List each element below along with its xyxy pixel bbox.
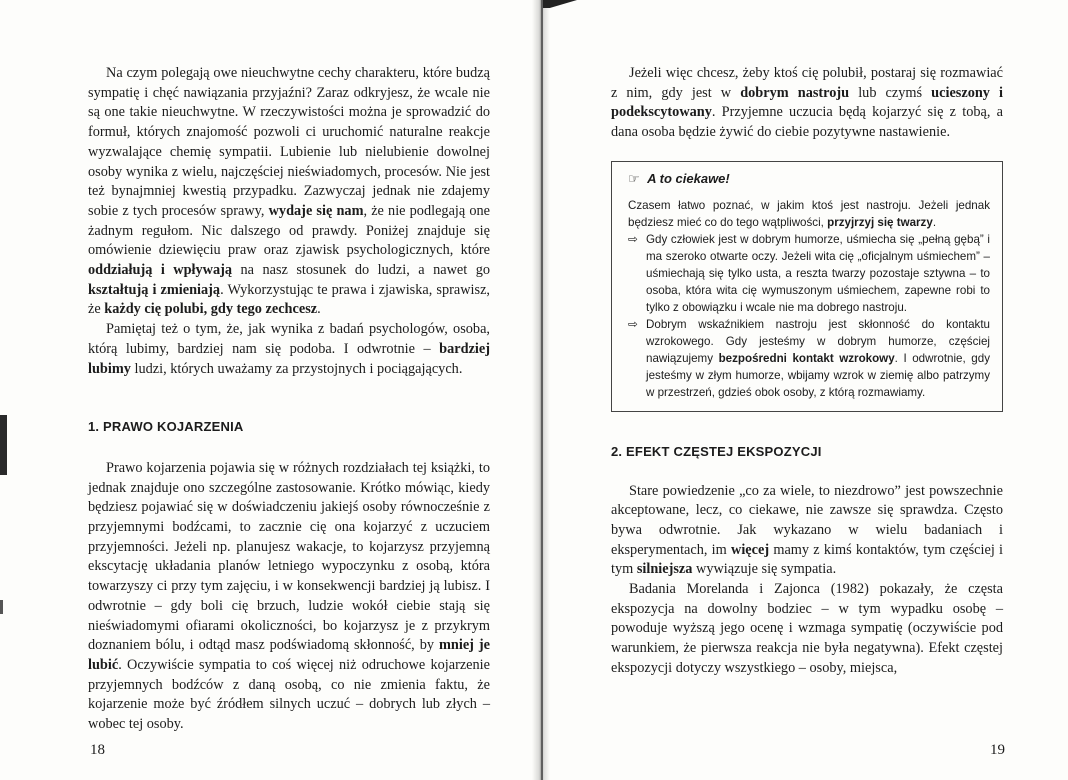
text: . xyxy=(932,215,937,229)
text: . Oczywiście sympatia to coś więcej niż odruchowe kojarzenie przyjemnych bodźców z daną osobą, co nie zmienia faktu, że kojarzenie może być źródłem silnych uczuć – dobrych lub złych – wobec tej osoby. xyxy=(88,656,490,733)
info-box-list xyxy=(628,231,990,401)
bold-text: bezpośredni kontakt wzrokowy xyxy=(718,351,895,365)
right-paragraph-1 xyxy=(611,64,1003,143)
page-number-right: 19 xyxy=(990,742,1005,758)
pointing-hand-icon: ☞ xyxy=(628,170,640,186)
text: Prawo kojarzenia pojawia się w różnych rozdziałach tej książki, to jednak znajduje ono szczególne zastosowanie. Krótko mówiąc, kiedy będziesz pojawiać się w doświadczeniu jakiejś osoby równocześnie z przyjemnymi bodźcami, to zacznie cię ona kojarzyć z uczuciem przyjemności. Jeżeli np. planujesz wakacje, to kojarzysz przyjemną ekscytację układania planów letniego wypoczynku z osobą, która towarzyszy ci przy tym zajęciu, i w konsekwencji bardziej ją lubisz. I odwrotnie – gdy boli cię brzuch, ludzie wokół ciebie stają się nieświadomymi ofiarami okoliczności, bo kojarzysz je z przykrym doznaniem bólu, i odtąd masz podświadomą skłonność, by xyxy=(88,459,490,654)
text: mamy z kimś kontaktów, tym częściej i tym xyxy=(611,541,1003,578)
bold-text: mniej je lubić xyxy=(88,637,490,673)
text: Na czym polegają owe nieuchwytne cechy charakteru, które budzą sympatię i chęć nawiązania przyjaźni? Zaraz odkryjesz, że wcale nie są one takie nieuchwytne. W rzeczywistości można je sprowadzić do formuł, których znajomość pozwoli ci uruchomić naturalne reakcje wyzwalające chemię sympatii. Lubienie lub nielubienie dowolnej osoby wynika z wielu, najczęściej nieświadomych, procesów. Nie jest też bynajmniej kwestią przypadku. Zazwyczaj jednak nie zdajemy sobie z tych procesów sprawy, xyxy=(88,65,490,219)
bold-text: oddziałują i wpływają xyxy=(88,262,233,279)
arrow-bullet-icon: ⇨ xyxy=(628,232,638,246)
text: Stare powiedzenie „co za wiele, to niezdrowo” jest powszechnie akceptowane, lecz, co ciekawe, nie zawsze się sprawdza. Często bywa odwrotnie. Jak wykazano w wielu badaniach i eksperymentach, im xyxy=(611,482,1003,558)
left-page xyxy=(88,64,490,735)
bold-text: bardziej lubimy xyxy=(88,340,490,377)
right-paragraph-3: Badania Morelanda i Zajonca (1982) pokazały, że częsta ekspozycja na dowolny bodziec – w tym wypadku osobę – powoduje wyższą jego ocenę i wzmaga sympatię (oczywiście pod warunkiem, że pierwsza reakcja nie była negatywna). Efekt częstej ekspozycji dotyczy wszystkiego – osoby, miejsca, xyxy=(611,581,1003,676)
text: Gdy człowiek jest w dobrym humorze, uśmiecha się „pełną gębą” i ma szeroko otwarte oczy. Jeżeli wita cię „oficjalnym uśmiechem” – uśmiechają się tylko usta, a reszta twarzy pozostaje sztywna – to osoba, która wita cię wymuszonym uśmiechem, zapewne robi to tylko z obowiązku i wcale nie ma dobrego nastroju. xyxy=(646,232,990,314)
text: . I odwrotnie, gdy jesteśmy w złym humorze, wbijamy wzrok w ziemię albo patrzymy w przestrzeń, gdzieś obok osoby, z którą rozmawiamy. xyxy=(646,351,990,399)
info-box-title-text: A to ciekawe! xyxy=(647,170,730,186)
text: , że nie podlegają one żadnym regułom. Nic dalszego od prawdy. Poniżej znajduje się omówienie dziewięciu praw oraz zjawisk psychologicznych, które xyxy=(88,202,491,259)
gutter-line xyxy=(541,0,543,780)
bold-text: więcej xyxy=(731,541,770,558)
text: ludzi, których uważamy za przystojnych i pociągających. xyxy=(130,360,463,377)
arrow-bullet-icon: ⇨ xyxy=(628,317,638,331)
bold-text: każdy cię polubi, gdy tego zechcesz xyxy=(104,301,318,318)
section-heading-1: 1. PRAWO KOJARZENIA xyxy=(88,419,244,435)
right-page xyxy=(611,64,1003,679)
bold-text: dobrym nastroju xyxy=(740,84,850,101)
bold-text: ucieszony i podekscytowany xyxy=(611,84,1003,121)
left-paragraph-3 xyxy=(88,459,490,735)
bold-text: wydaje się nam xyxy=(268,202,364,219)
text: wywiązuje się sympatia. xyxy=(692,561,837,578)
scan-edge-mark-small xyxy=(0,600,3,614)
left-paragraph-2 xyxy=(88,320,490,379)
list-item xyxy=(628,231,990,316)
bold-text: silniejsza xyxy=(636,561,693,578)
text: Dobrym wskaźnikiem nastroju jest skłonność do kontaktu wzrokowego. Gdy jesteśmy w dobrym humorze, częściej nawiązujemy xyxy=(646,317,990,365)
text: Jeżeli więc chcesz, żeby ktoś cię polubił, postaraj się rozmawiać z nim, gdy jest w xyxy=(611,65,1003,101)
text: Pamiętaj też o tym, że, jak wynika z badań psychologów, osoba, którą lubimy, bardziej nam się podoba. I odwrotnie – xyxy=(88,321,490,357)
info-box-intro xyxy=(628,197,990,231)
info-box xyxy=(611,161,1003,412)
left-paragraph-1 xyxy=(88,64,490,320)
text: . Przyjemne uczucia będą kojarzyć się z tobą, a dana osoba będzie żywić do ciebie pozytywne nastawienie. xyxy=(611,104,1003,141)
scan-edge-mark xyxy=(0,415,7,475)
text: . Wykorzystując te prawa i zjawiska, sprawisz, że xyxy=(88,281,490,318)
text: Czasem łatwo poznać, w jakim ktoś jest nastroju. Jeżeli jednak będziesz mieć co do tego wątpliwości, xyxy=(628,198,990,229)
scan-mark xyxy=(543,0,577,8)
text: lub czymś xyxy=(849,84,932,101)
info-box-title xyxy=(628,170,990,187)
list-item xyxy=(628,316,990,401)
bold-text: kształtują i zmieniają xyxy=(88,281,221,298)
page-number-left: 18 xyxy=(90,742,105,758)
section-heading-2: 2. EFEKT CZĘSTEJ EKSPOZYCJI xyxy=(611,443,822,459)
bold-text: przyjrzyj się twarzy xyxy=(827,215,933,229)
text: . xyxy=(317,301,321,318)
text: na nasz stosunek do ludzi, a nawet go xyxy=(232,262,490,279)
right-paragraph-2 xyxy=(611,482,1003,581)
